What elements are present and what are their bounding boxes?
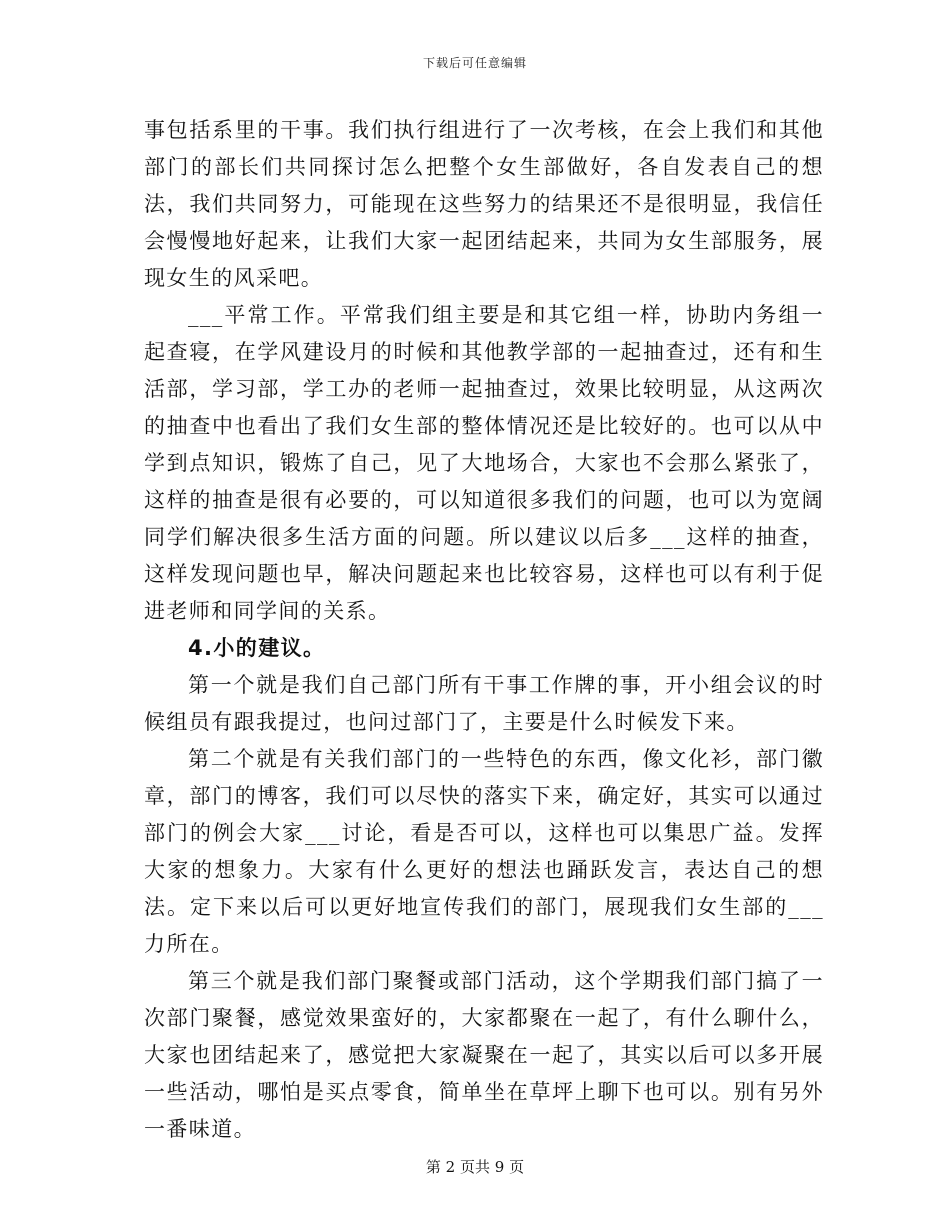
page-header: 下载后可任意编辑 — [422, 56, 527, 70]
page-footer: 第 2 页共 9 页 — [425, 1158, 525, 1176]
paragraph-suggestion-three: 第三个就是我们部门聚餐或部门活动，这个学期我们部门搞了一次部门聚餐，感觉效果蛮好的，大家都聚在一起了，有什么聊什么，大家也团结起来了，感觉把大家凝聚在一起了，其实以后可以多开展一些活动，哪怕是买点零食，简单坐在草坪上聊下也可以。别有另外一番味道。 — [144, 969, 824, 1141]
document-body — [144, 112, 824, 1148]
paragraph-routine-work: ___平常工作。平常我们组主要是和其它组一样，协助内务组一起查寝，在学风建设月的时候和其他教学部的一起抽查过，还有和生活部，学习部，学工办的老师一起抽查过，效果比较明显，从这两次的抽查中也看出了我们女生部的整体情况还是比较好的。也可以从中学到点知识，锻炼了自己，见了大地场合，大家也不会那么紧张了，这样的抽查是很有必要的，可以知道很多我们的问题，也可以为宽阔同学们解决很多生活方面的问题。所以建议以后多___这样的抽查，这样发现问题也早，解决问题起来也比较容易，这样也可以有利于促进老师和同学间的关系。 — [144, 303, 824, 623]
paragraph-suggestion-one: 第一个就是我们自己部门所有干事工作牌的事，开小组会议的时候组员有跟我提过，也问过部门了，主要是什么时候发下来。 — [144, 673, 824, 734]
paragraph-suggestion-two: 第二个就是有关我们部门的一些特色的东西，像文化衫，部门徽章，部门的博客，我们可以尽快的落实下来，确定好，其实可以通过部门的例会大家___讨论，看是否可以，这样也可以集思广益。发挥大家的想象力。大家有什么更好的想法也踊跃发言，表达自己的想法。定下来以后可以更好地宣传我们的部门，展现我们女生部的___力所在。 — [144, 747, 824, 956]
paragraph-continuation: 事包括系里的干事。我们执行组进行了一次考核，在会上我们和其他部门的部长们共同探讨怎么把整个女生部做好，各自发表自己的想法，我们共同努力，可能现在这些努力的结果还不是很明显，我信任会慢慢地好起来，让我们大家一起团结起来，共同为女生部服务，展现女生的风采吧。 — [144, 118, 824, 290]
section-heading-suggestions: 4.小的建议。 — [188, 636, 326, 660]
